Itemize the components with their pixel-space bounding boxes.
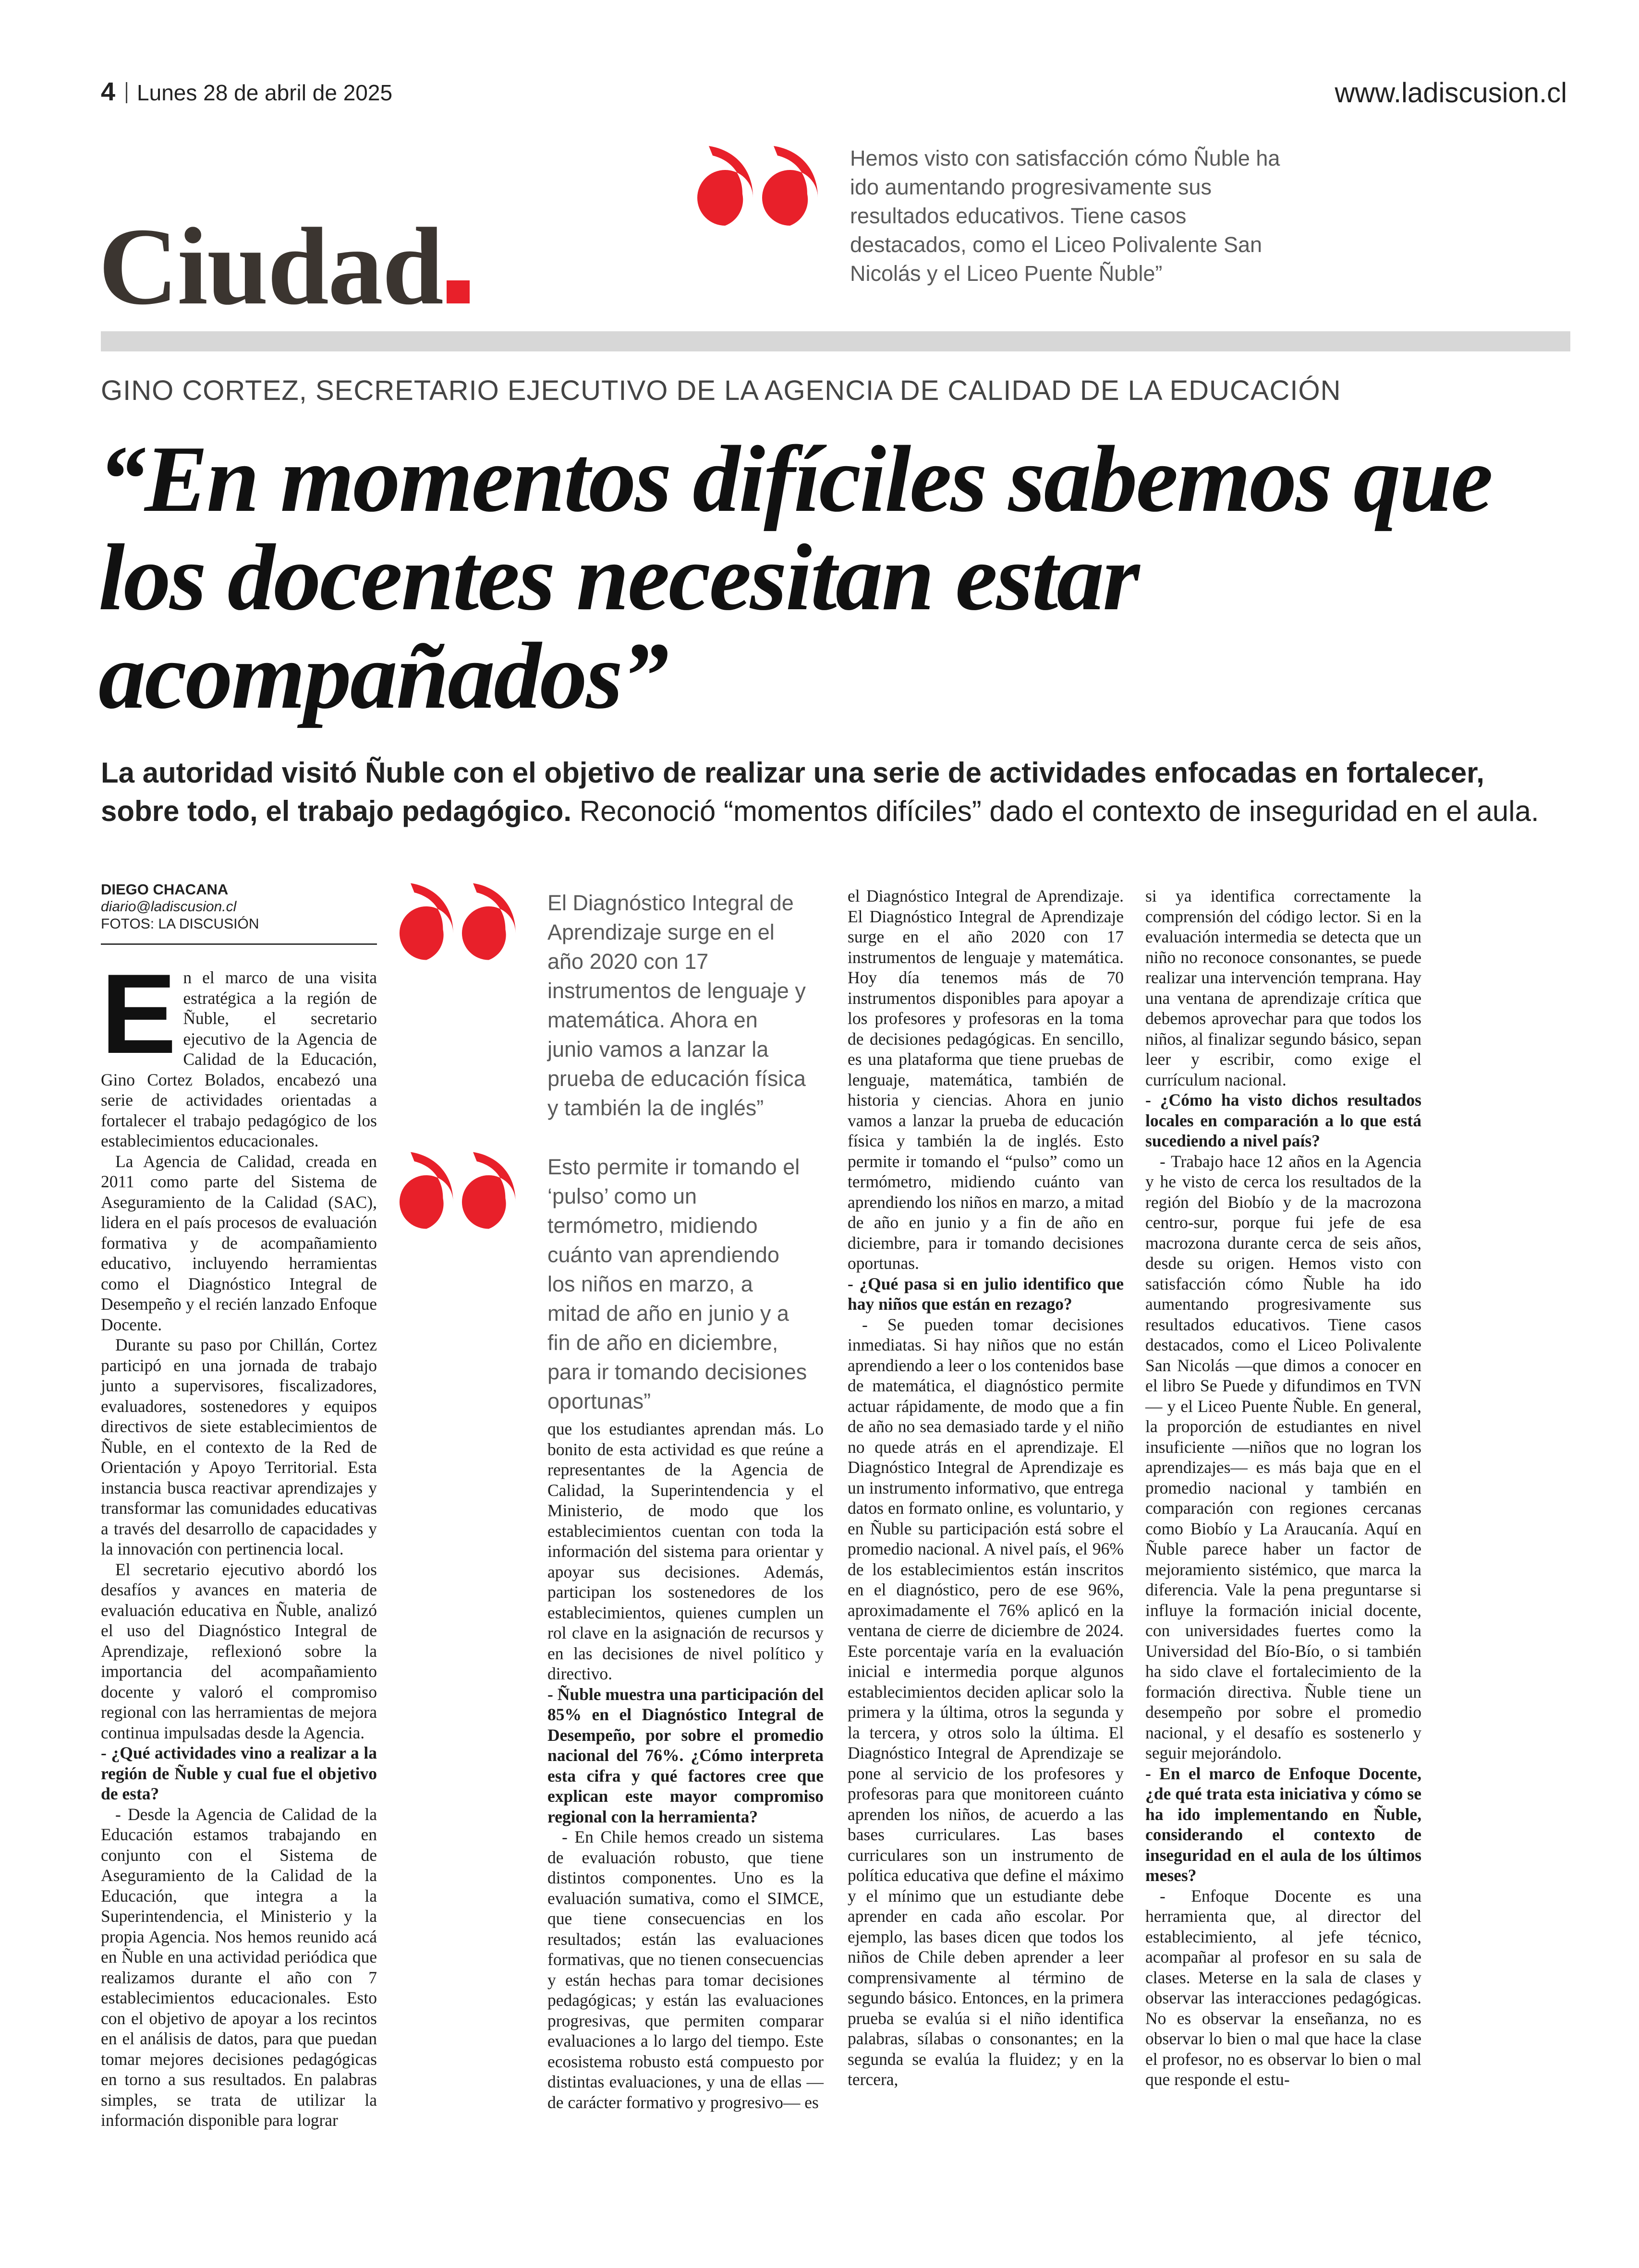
body-paragraph: que los estudiantes aprendan más. Lo bonito de esta actividad es que reúne a representantes de la Agencia de Calidad, la Superintendencia y el Ministerio, de modo que los establecimientos cuentan con toda la información del sistema para orientar y apoyar sus decisiones. Además, participan los sostenedores de los establecimientos, quienes cumplen un rol clave en la asignación de recursos y en las decisiones de nivel político y directivo. xyxy=(547,1419,824,1683)
column-4 xyxy=(1145,886,1421,2090)
column-1 xyxy=(101,951,377,2131)
deck xyxy=(101,754,1566,831)
drop-cap: E xyxy=(101,951,177,1077)
interview-answer: - Desde la Agencia de Calidad de la Educación estamos trabajando en conjunto con el Sistema de Aseguramiento de la Calidad de la Educación, que integra a la Superintendencia, el Ministerio y la propia Agencia. Nos hemos reunido acá en Ñuble en una actividad periódica que realizamos durante el año con 7 establecimientos educacionales. Esto con el objetivo de apoyar a los recintos en el análisis de datos, para que puedan tomar mejores decisiones pedagógicas en torno a sus resultados. En palabras simples, se trata de utilizar la información disponible para lograr xyxy=(101,1804,377,2130)
page-number: 4 xyxy=(101,77,116,106)
kicker: GINO CORTEZ, SECRETARIO EJECUTIVO DE LA AGENCIA DE CALIDAD DE LA EDUCACIÓN xyxy=(101,375,1341,406)
issue-date: Lunes 28 de abril de 2025 xyxy=(137,80,393,105)
website[interactable]: www.ladiscusion.cl xyxy=(1335,77,1567,109)
section-label: Ciudad xyxy=(98,205,443,327)
column-2 xyxy=(547,1419,824,2112)
folio-divider xyxy=(126,82,127,103)
section-title xyxy=(98,205,470,327)
body-paragraph: El secretario ejecutivo abordó los desafíos y avances en materia de evaluación educativa en Ñuble, analizó el uso del Diagnóstico Integral de Aprendizaje, reflexionó sobre la importancia del acompañamiento docente y valoró el compromiso regional con las herramientas de mejora continua impulsadas desde la Agencia. xyxy=(101,1559,377,1742)
interview-question: - En el marco de Enfoque Docente, ¿de qué trata esta iniciativa y cómo se ha ido implementando en Ñuble, considerando el contexto de inseguridad en el aula de los últimos meses? xyxy=(1145,1763,1421,1885)
pull-quote-2: Esto permite ir tomando el ‘pulso’ como un termómetro, midiendo cuánto van aprendiendo los niños en marzo, a mitad de año en junio y a fin de año en diciembre, para ir tomando decisiones oportunas” xyxy=(547,1155,807,1413)
interview-answer: - Trabajo hace 12 años en la Agencia y he visto de cerca los resultados de la región del Biobío y de la macrozona centro-sur, porque fui jefe de esa macrozona durante cerca de seis años, desde su origen. Hemos visto con satisfacción cómo Ñuble ha ido aumentando progresivamente sus resultados educativos. Tiene casos destacados, como el Liceo Polivalente San Nicolás —que dimos a conocer en el libro Se Puede y difundimos en TVN— y el Liceo Puente Ñuble. En general, la proporción de estudiantes en nivel insuficiente —niños que no logran los aprendizajes— es más baja que en el promedio nacional y también en comparación con regiones cercanas como Biobío y La Araucanía. Aquí en Ñuble parece haber un factor de mejoramiento sistémico, que marca la diferencia. Vale la pena preguntarse si influye la formación inicial docente, con universidades fuertes como la Universidad del Bío-Bío, o si también ha sido clave el fortalecimiento de la formación directiva. Ñuble tiene un desempeño por sobre el promedio nacional, y el desafío es sostenerlo y seguir mejorándolo. xyxy=(1145,1151,1421,1762)
interview-question: - Ñuble muestra una participación del 85% en el Diagnóstico Integral de Desempeño, por sobre el promedio nacional del 76%. ¿Cómo interpreta esta cifra y qué factores cree que explican este mayor compromiso regional con la herramienta? xyxy=(547,1684,824,1826)
interview-question: - ¿Qué pasa si en julio identifico que hay niños que están en rezago? xyxy=(848,1274,1124,1314)
section-dot xyxy=(447,280,470,303)
folio xyxy=(101,77,392,107)
column-3 xyxy=(848,886,1124,2090)
body-paragraph: el Diagnóstico Integral de Aprendizaje. El Diagnóstico Integral de Aprendizaje surge en el año 2020 con 17 instrumentos de lenguaje y matemática. Hoy día tenemos más de 70 instrumentos disponibles para apoyar a los profesores y profesoras en la toma de decisiones pedagógicas. En sencillo, es una plataforma que tiene pruebas de lenguaje, matemática, también de historia y ciencias. Ahora en junio vamos a lanzar la prueba de educación física y también la de inglés. Esto permite ir tomando el “pulso” como un termómetro, midiendo cuánto van aprendiendo los niños en marzo, a mitad de año en junio y a fin de año en diciembre, para ir tomando decisiones oportunas. xyxy=(848,886,1124,1273)
interview-answer: - Se pueden tomar decisiones inmediatas. Si hay niños que no están aprendiendo a leer o los contenidos base de matemática, el diagnóstico permite actuar rápidamente, de modo que a fin de año no sea demasiado tarde y el niño no quede atrás en el aprendizaje. El Diagnóstico Integral de Aprendizaje es un instrumento informativo, que entrega datos en formato online, es voluntario, y en Ñuble su participación está sobre el promedio nacional. A nivel país, el 96% de los establecimientos están inscritos en el diagnóstico, pero de ese 96%, aproximadamente el 76% aplicó en la ventana de cierre de diciembre de 2024. Este porcentaje varía en la evaluación inicial e intermedia porque algunos establecimientos deciden aplicar solo la primera y la última, otros la segunda y la tercera, y otros solo la última. El Diagnóstico Integral de Aprendizaje se pone al servicio de los profesores y profesoras para que monitoreen cuánto aprenden los niños, de acuerdo a las bases curriculares. Las bases curriculares son un instrumento de política educativa que define el máximo y el mínimo que un estudiante debe aprender en cada año escolar. Por ejemplo, las bases dicen que todos los niños de Chile deben aprender a leer comprensivamente al término de segundo básico. Entonces, en la primera prueba se evalúa si el niño identifica palabras, sílabas o consonantes; en la segunda se evalúa la fluidez; y en la tercera, xyxy=(848,1315,1124,2089)
interview-answer: - En Chile hemos creado un sistema de evaluación robusto, que tiene distintos componentes. Uno es la evaluación sumativa, como el SIMCE, que tiene consecuencias en los resultados; están las evaluaciones formativas, que no tienen consecuencias y están hechas para tomar decisiones pedagógicas; y están las evaluaciones progresivas, que permiten comparar evaluaciones a lo largo del tiempo. Este ecosistema robusto está compuesto por distintas evaluaciones, y una de ellas —de carácter formativo y progresivo— es xyxy=(547,1827,824,2112)
top-pull-quote: Hemos visto con satisfacción cómo Ñuble ha ido aumentando progresivamente sus resultados educativos. Tiene casos destacados, como el Liceo Polivalente San Nicolás y el Liceo Puente Ñuble” xyxy=(850,146,1280,286)
quote-mark-icon xyxy=(696,144,826,230)
byline xyxy=(101,881,379,933)
interview-question: - ¿Qué actividades vino a realizar a la región de Ñuble y cual fue el objetivo de esta? xyxy=(101,1743,377,1803)
headline: “En momentos difíciles sabemos que los docentes necesitan estar acompañados” xyxy=(98,426,1492,728)
byline-rule xyxy=(101,943,377,945)
deck-bold: La autoridad visitó Ñuble con el objetivo de realizar una serie de actividades enfocadas en fortalecer, sobre todo, el trabajo pedagógico. xyxy=(101,757,1484,827)
lead-paragraph: En el marco de una visita estratégica a la región de Ñuble, el secretario ejecutivo de la Agencia de Calidad de la Educación, Gino Cortez Bolados, encabezó una serie de actividades orientadas a fortalecer el trabajo pedagógico de los establecimientos educacionales. xyxy=(101,951,377,1150)
photo-credit: FOTOS: LA DISCUSIÓN xyxy=(101,916,259,932)
author-email[interactable]: diario@ladiscusion.cl xyxy=(101,899,237,915)
quote-mark-icon xyxy=(399,1150,523,1234)
interview-answer: - Enfoque Docente es una herramienta que, al director del establecimiento, al jefe técnico, acompañar al profesor en su sala de clases. Meterse en la sala de clases y observar las interacciones pedagógicas. No es observar la enseñanza, no es observar lo bien o mal que hace la clase el profesor, no es observar lo bien o mal que responde el estu- xyxy=(1145,1886,1421,2089)
pull-quote-1: El Diagnóstico Integral de Aprendizaje surge en el año 2020 con 17 instrumentos de lenguaje y matemática. Ahora en junio vamos a lanzar la prueba de educación física y también la de inglés” xyxy=(547,891,806,1120)
deck-regular: Reconoció “momentos difíciles” dado el contexto de inseguridad en el aula. xyxy=(579,795,1539,827)
body-paragraph: si ya identifica correctamente la comprensión del código lector. Si en la evaluación intermedia se detecta que un niño no reconoce consonantes, se puede realizar una intervención temprana. Hay una ventana de aprendizaje crítica que debemos aprovechar para que todos los niños, al finalizar segundo básico, sepan leer y escribir, como exige el currículum nacional. xyxy=(1145,886,1421,1089)
body-paragraph: Durante su paso por Chillán, Cortez participó en una jornada de trabajo junto a supervisores, fiscalizadores, evaluadores, sostenedores y equipos directivos de siete establecimientos de Ñuble, en el contexto de la Red de Orientación y Apoyo Territorial. Esta instancia busca reactivar aprendizajes y transformar las comunidades educativas a través del desarrollo de capacidades y la innovación con pertinencia local. xyxy=(101,1335,377,1558)
header-rule xyxy=(101,331,1570,351)
author-name: DIEGO CHACANA xyxy=(101,881,229,898)
quote-mark-icon xyxy=(399,881,523,965)
body-paragraph: La Agencia de Calidad, creada en 2011 como parte del Sistema de Aseguramiento de la Calidad (SAC), lidera en el país procesos de evaluación formativa y de acompañamiento educativo, incluyendo herramientas como el Diagnóstico Integral de Desempeño y el recién lanzado Enfoque Docente. xyxy=(101,1151,377,1334)
interview-question: - ¿Cómo ha visto dichos resultados locales en comparación a lo que está sucediendo a nivel país? xyxy=(1145,1090,1421,1150)
